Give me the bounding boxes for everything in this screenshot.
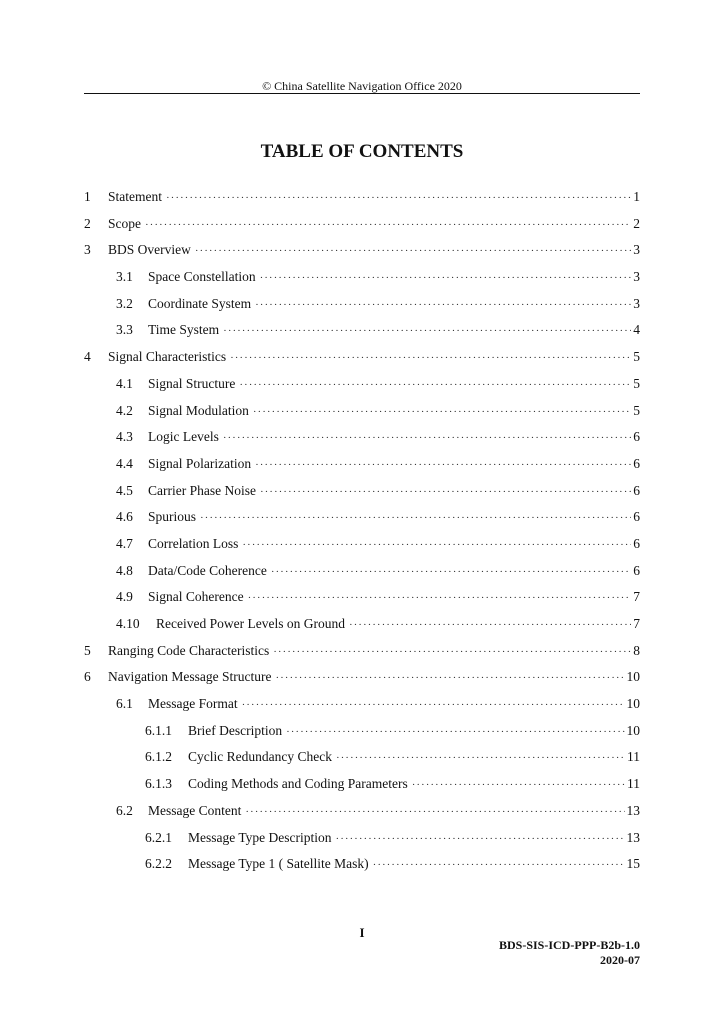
- toc-entry-number: 3.2: [116, 295, 133, 311]
- toc-entry-message-type-description[interactable]: [84, 830, 640, 857]
- toc-dot-leader: [239, 379, 631, 391]
- toc-entry-page: 6: [633, 509, 640, 525]
- toc-entry-space-constellation[interactable]: [84, 269, 640, 296]
- toc-entry-signal-modulation[interactable]: [84, 403, 640, 430]
- toc-dot-leader: [373, 859, 625, 871]
- toc-dot-leader: [271, 566, 631, 578]
- toc-entry-page: 6: [633, 535, 640, 551]
- toc-entry-data-code-coherence[interactable]: [84, 563, 640, 590]
- toc-entry-page: 15: [626, 856, 640, 872]
- toc-entry-page: 6: [633, 562, 640, 578]
- toc-entry-label: Ranging Code Characteristics: [108, 642, 270, 658]
- toc-entry-label: Message Type Description: [188, 829, 332, 845]
- toc-entry-number: 6.1.2: [145, 749, 172, 765]
- toc-entry-number: 4: [84, 349, 91, 365]
- toc-dot-leader: [245, 806, 624, 818]
- toc-entry-label: Message Format: [148, 696, 238, 712]
- toc-entry-logic-levels[interactable]: [84, 429, 640, 456]
- toc-entry-page: 13: [626, 802, 640, 818]
- toc-entry-number: 4.7: [116, 535, 133, 551]
- toc-entry-label: BDS Overview: [108, 242, 191, 258]
- toc-entry-number: 6.1.3: [145, 776, 172, 792]
- toc-entry-number: 6.2.1: [145, 829, 172, 845]
- toc-entry-label: Message Type 1 ( Satellite Mask): [188, 856, 369, 872]
- toc-entry-brief-description[interactable]: [84, 723, 640, 750]
- toc-entry-correlation-loss[interactable]: [84, 536, 640, 563]
- toc-entry-page: 10: [626, 696, 640, 712]
- toc-entry-number: 6.1.1: [145, 722, 172, 738]
- toc-dot-leader: [248, 592, 632, 604]
- toc-entry-label: Signal Characteristics: [108, 349, 227, 365]
- toc-title: TABLE OF CONTENTS: [260, 141, 464, 162]
- toc-entry-cyclic-redundancy-check[interactable]: [84, 749, 640, 776]
- table-of-contents: [84, 189, 640, 883]
- toc-entry-number: 2: [84, 215, 91, 231]
- toc-dot-leader: [336, 752, 625, 764]
- toc-entry-page: 7: [633, 616, 640, 631]
- toc-entry-page: 7: [633, 589, 640, 605]
- toc-dot-leader: [253, 406, 631, 418]
- toc-entry-page: 2: [633, 215, 640, 231]
- toc-entry-number: 6.1: [116, 696, 133, 712]
- toc-entry-coding-methods[interactable]: [84, 776, 640, 803]
- toc-entry-number: 6: [84, 669, 91, 685]
- toc-entry-label: Correlation Loss: [148, 535, 239, 551]
- toc-dot-leader: [275, 672, 624, 684]
- toc-entry-number: 3.1: [116, 269, 133, 285]
- toc-entry-number: 4.2: [116, 402, 133, 418]
- toc-entry-page: 8: [633, 642, 640, 658]
- toc-dot-leader: [336, 833, 625, 845]
- toc-entry-number: 3: [84, 242, 91, 258]
- toc-entry-page: 6: [633, 455, 640, 471]
- toc-entry-page: 6: [633, 429, 640, 445]
- toc-entry-page: 10: [626, 722, 640, 738]
- toc-entry-label: Message Content: [148, 802, 242, 818]
- toc-entry-number: 4.8: [116, 562, 133, 578]
- toc-entry-coordinate-system[interactable]: [84, 296, 640, 323]
- toc-entry-label: Time System: [148, 322, 220, 338]
- toc-entry-ranging-code-characteristics[interactable]: [84, 643, 640, 670]
- toc-entry-page: 1: [633, 189, 640, 204]
- toc-entry-label: Coordinate System: [148, 295, 252, 311]
- header-divider: [84, 93, 640, 94]
- toc-entry-label: Scope: [108, 215, 141, 231]
- toc-entry-page: 3: [633, 269, 640, 285]
- toc-dot-leader: [412, 779, 625, 791]
- toc-dot-leader: [223, 325, 631, 337]
- toc-entry-page: 11: [627, 776, 640, 792]
- toc-entry-time-system[interactable]: [84, 322, 640, 349]
- toc-entry-label: Signal Polarization: [148, 455, 252, 471]
- toc-dot-leader: [200, 512, 631, 524]
- toc-entry-page: 11: [627, 749, 640, 765]
- toc-entry-number: 4.9: [116, 589, 133, 605]
- toc-entry-message-type-1[interactable]: [84, 856, 640, 883]
- toc-dot-leader: [349, 619, 631, 631]
- toc-entry-number: 4.5: [116, 482, 133, 498]
- toc-dot-leader: [145, 219, 631, 231]
- toc-dot-leader: [255, 299, 631, 311]
- toc-entry-number: 6.2: [116, 802, 133, 818]
- toc-entry-page: 5: [633, 402, 640, 418]
- toc-entry-received-power-levels[interactable]: [84, 616, 640, 643]
- toc-entry-scope[interactable]: [84, 216, 640, 243]
- toc-dot-leader: [286, 726, 624, 738]
- toc-entry-message-content[interactable]: [84, 803, 640, 830]
- toc-entry-page: 3: [633, 242, 640, 258]
- toc-entry-label: Data/Code Coherence: [148, 562, 267, 578]
- document-identifier: [499, 938, 640, 968]
- toc-dot-leader: [166, 192, 631, 204]
- toc-entry-signal-coherence[interactable]: [84, 589, 640, 616]
- toc-entry-page: 6: [633, 482, 640, 498]
- toc-entry-message-format[interactable]: [84, 696, 640, 723]
- toc-dot-leader: [242, 539, 631, 551]
- document-date: 2020-07: [600, 953, 640, 967]
- toc-dot-leader: [260, 486, 631, 498]
- toc-entry-label: Spurious: [148, 509, 197, 525]
- toc-entry-number: 3.3: [116, 322, 133, 338]
- toc-entry-number: 4.1: [116, 375, 133, 391]
- toc-entry-number: 6.2.2: [145, 856, 172, 872]
- toc-entry-label: Coding Methods and Coding Parameters: [188, 776, 408, 792]
- toc-entry-signal-polarization[interactable]: [84, 456, 640, 483]
- toc-entry-signal-characteristics[interactable]: [84, 349, 640, 376]
- toc-entry-label: Cyclic Redundancy Check: [188, 749, 332, 765]
- toc-dot-leader: [242, 699, 625, 711]
- toc-entry-signal-structure[interactable]: [84, 376, 640, 403]
- toc-dot-leader: [230, 352, 631, 364]
- toc-entry-spurious[interactable]: [84, 509, 640, 536]
- toc-entry-number: 4.3: [116, 429, 133, 445]
- toc-entry-number: 4.6: [116, 509, 133, 525]
- toc-entry-label: Signal Structure: [148, 375, 236, 391]
- toc-entry-bds-overview[interactable]: [84, 242, 640, 269]
- toc-entry-label: Received Power Levels on Ground: [156, 616, 345, 631]
- toc-entry-page: 5: [633, 349, 640, 365]
- toc-entry-statement[interactable]: [84, 189, 640, 216]
- toc-dot-leader: [260, 272, 632, 284]
- toc-entry-label: Signal Coherence: [148, 589, 244, 605]
- toc-entry-page: 13: [626, 829, 640, 845]
- page-number: I: [359, 925, 365, 940]
- page-header-copyright: © China Satellite Navigation Office 2020: [262, 79, 462, 93]
- toc-entry-number: 5: [84, 642, 91, 658]
- toc-entry-label: Signal Modulation: [148, 402, 249, 418]
- toc-entry-number: 4.10: [116, 616, 140, 631]
- toc-entry-label: Space Constellation: [148, 269, 256, 285]
- toc-entry-number: 1: [84, 189, 91, 204]
- toc-dot-leader: [255, 459, 631, 471]
- toc-entry-label: Statement: [108, 189, 162, 204]
- toc-entry-page: 3: [633, 295, 640, 311]
- toc-entry-navigation-message-structure[interactable]: [84, 669, 640, 696]
- toc-entry-page: 5: [633, 375, 640, 391]
- toc-dot-leader: [273, 646, 631, 658]
- toc-entry-carrier-phase-noise[interactable]: [84, 483, 640, 510]
- toc-entry-number: 4.4: [116, 455, 133, 471]
- toc-entry-page: 4: [633, 322, 640, 338]
- document-id: BDS-SIS-ICD-PPP-B2b-1.0: [498, 938, 640, 952]
- toc-dot-leader: [223, 432, 631, 444]
- toc-entry-label: Brief Description: [188, 722, 283, 738]
- toc-entry-label: Navigation Message Structure: [108, 669, 272, 685]
- toc-dot-leader: [195, 245, 631, 257]
- toc-entry-page: 10: [626, 669, 640, 685]
- toc-entry-label: Logic Levels: [148, 429, 219, 445]
- toc-entry-label: Carrier Phase Noise: [148, 482, 256, 498]
